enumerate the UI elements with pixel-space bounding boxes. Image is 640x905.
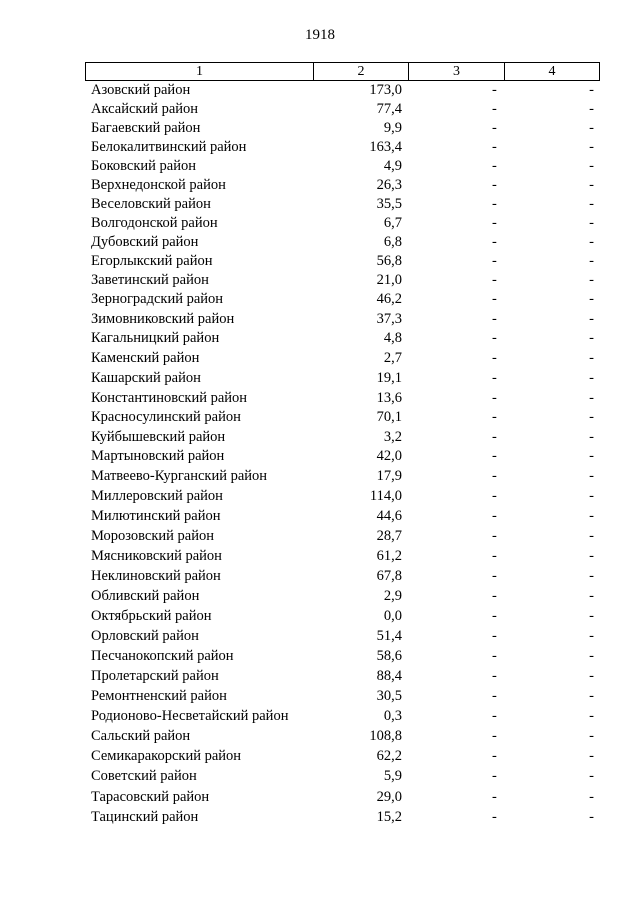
column-header-3: 3 (409, 63, 505, 80)
table-row (85, 329, 600, 348)
value-column-4: - (589, 668, 594, 684)
table-row (85, 119, 600, 138)
value-column-3: - (492, 708, 497, 724)
value-column-3: - (492, 588, 497, 604)
value-column-2: 28,7 (376, 528, 402, 544)
district-name: Матвеево-Курганский район (91, 468, 268, 484)
value-column-2: 6,7 (383, 215, 402, 231)
value-column-3: - (492, 350, 497, 366)
table-row (85, 214, 600, 233)
value-column-2: 62,2 (376, 748, 402, 764)
district-name: Красносулинский район (91, 409, 241, 425)
table-row (85, 627, 600, 646)
district-name: Неклиновский район (91, 568, 221, 584)
district-name: Аксайский район (91, 101, 199, 117)
value-column-4: - (589, 158, 594, 174)
district-name: Мартыновский район (91, 448, 225, 464)
value-column-2: 21,0 (376, 272, 402, 288)
district-name: Каменский район (91, 350, 200, 366)
value-column-3: - (492, 120, 497, 136)
value-column-3: - (492, 139, 497, 155)
value-column-4: - (589, 628, 594, 644)
value-column-4: - (589, 648, 594, 664)
district-name: Багаевский район (91, 120, 201, 136)
value-column-4: - (589, 528, 594, 544)
district-name: Заветинский район (91, 272, 209, 288)
value-column-3: - (492, 528, 497, 544)
value-column-4: - (589, 101, 594, 117)
value-column-3: - (492, 648, 497, 664)
value-column-2: 88,4 (376, 668, 402, 684)
value-column-2: 67,8 (376, 568, 402, 584)
district-name: Сальский район (91, 728, 191, 744)
value-column-3: - (492, 429, 497, 445)
value-column-3: - (492, 809, 497, 825)
value-column-4: - (589, 488, 594, 504)
value-column-3: - (492, 370, 497, 386)
district-name: Кашарский район (91, 370, 201, 386)
table-row (85, 157, 600, 176)
value-column-4: - (589, 768, 594, 784)
value-column-2: 77,4 (376, 101, 402, 117)
table-row (85, 587, 600, 606)
value-column-4: - (589, 139, 594, 155)
value-column-4: - (589, 120, 594, 136)
table-row (85, 747, 600, 766)
value-column-3: - (492, 768, 497, 784)
value-column-3: - (492, 311, 497, 327)
value-column-2: 70,1 (376, 409, 402, 425)
value-column-3: - (492, 608, 497, 624)
value-column-2: 4,9 (383, 158, 402, 174)
value-column-2: 2,7 (383, 350, 402, 366)
value-column-4: - (589, 272, 594, 288)
value-column-4: - (589, 234, 594, 250)
value-column-2: 29,0 (376, 789, 402, 805)
district-name: Боковский район (91, 158, 196, 174)
table-row (85, 607, 600, 626)
value-column-2: 163,4 (369, 139, 402, 155)
table-row (85, 467, 600, 486)
value-column-4: - (589, 390, 594, 406)
table-header (85, 62, 600, 81)
value-column-4: - (589, 608, 594, 624)
table-row (85, 767, 600, 786)
value-column-4: - (589, 708, 594, 724)
table-row (85, 507, 600, 526)
value-column-4: - (589, 728, 594, 744)
value-column-3: - (492, 548, 497, 564)
district-name: Семикаракорский район (91, 748, 242, 764)
value-column-2: 173,0 (369, 82, 402, 98)
value-column-4: - (589, 196, 594, 212)
value-column-3: - (492, 628, 497, 644)
value-column-3: - (492, 291, 497, 307)
table-row (85, 707, 600, 726)
value-column-4: - (589, 789, 594, 805)
value-column-2: 4,8 (383, 330, 402, 346)
value-column-2: 114,0 (369, 488, 402, 504)
value-column-3: - (492, 82, 497, 98)
value-column-2: 35,5 (376, 196, 402, 212)
value-column-2: 30,5 (376, 688, 402, 704)
value-column-3: - (492, 668, 497, 684)
column-header-1: 1 (86, 63, 314, 80)
value-column-3: - (492, 488, 497, 504)
table-row (85, 271, 600, 290)
value-column-2: 42,0 (376, 448, 402, 464)
value-column-4: - (589, 311, 594, 327)
table-row (85, 547, 600, 566)
table-row (85, 369, 600, 388)
value-column-3: - (492, 101, 497, 117)
value-column-4: - (589, 448, 594, 464)
table-row (85, 647, 600, 666)
district-name: Егорлыкский район (91, 253, 213, 269)
district-name: Мясниковский район (91, 548, 222, 564)
value-column-3: - (492, 390, 497, 406)
value-column-2: 13,6 (376, 390, 402, 406)
table-row (85, 687, 600, 706)
value-column-4: - (589, 215, 594, 231)
value-column-4: - (589, 809, 594, 825)
table-row (85, 428, 600, 447)
table-row (85, 727, 600, 746)
table-row (85, 808, 600, 827)
table-row (85, 100, 600, 119)
value-column-4: - (589, 350, 594, 366)
value-column-4: - (589, 291, 594, 307)
value-column-3: - (492, 158, 497, 174)
district-name: Морозовский район (91, 528, 215, 544)
district-name: Зимовниковский район (91, 311, 235, 327)
district-name: Верхнедонской район (91, 177, 226, 193)
district-name: Советский район (91, 768, 197, 784)
value-column-2: 0,3 (383, 708, 402, 724)
value-column-3: - (492, 448, 497, 464)
district-name: Зерноградский район (91, 291, 224, 307)
value-column-2: 17,9 (376, 468, 402, 484)
table-row (85, 290, 600, 309)
value-column-3: - (492, 177, 497, 193)
table-row (85, 195, 600, 214)
value-column-4: - (589, 588, 594, 604)
table-row (85, 349, 600, 368)
table-row (85, 567, 600, 586)
value-column-4: - (589, 330, 594, 346)
table-row (85, 310, 600, 329)
value-column-3: - (492, 253, 497, 269)
page-number: 1918 (305, 27, 335, 43)
district-name: Орловский район (91, 628, 199, 644)
value-column-3: - (492, 748, 497, 764)
value-column-3: - (492, 508, 497, 524)
district-name: Пролетарский район (91, 668, 219, 684)
district-name: Милютинский район (91, 508, 221, 524)
value-column-3: - (492, 330, 497, 346)
district-name: Ремонтненский район (91, 688, 227, 704)
district-name: Кагальницкий район (91, 330, 220, 346)
value-column-4: - (589, 688, 594, 704)
value-column-2: 37,3 (376, 311, 402, 327)
district-name: Обливский район (91, 588, 200, 604)
district-name: Песчанокопский район (91, 648, 234, 664)
value-column-2: 51,4 (376, 628, 402, 644)
table-row (85, 81, 600, 100)
table-row (85, 233, 600, 252)
value-column-2: 9,9 (383, 120, 402, 136)
district-name: Белокалитвинский район (91, 139, 247, 155)
value-column-4: - (589, 548, 594, 564)
value-column-3: - (492, 272, 497, 288)
table-row (85, 527, 600, 546)
district-name: Тарасовский район (91, 789, 210, 805)
district-name: Тацинский район (91, 809, 199, 825)
value-column-4: - (589, 82, 594, 98)
district-name: Куйбышевский район (91, 429, 226, 445)
value-column-2: 61,2 (376, 548, 402, 564)
value-column-4: - (589, 748, 594, 764)
district-name: Родионово-Несветайский район (91, 708, 289, 724)
district-name: Веселовский район (91, 196, 211, 212)
value-column-2: 19,1 (376, 370, 402, 386)
value-column-2: 58,6 (376, 648, 402, 664)
table-row (85, 138, 600, 157)
value-column-2: 15,2 (376, 809, 402, 825)
value-column-3: - (492, 468, 497, 484)
district-name: Октябрьский район (91, 608, 212, 624)
value-column-3: - (492, 234, 497, 250)
value-column-2: 5,9 (383, 768, 402, 784)
value-column-3: - (492, 688, 497, 704)
district-name: Константиновский район (91, 390, 248, 406)
value-column-2: 2,9 (383, 588, 402, 604)
value-column-3: - (492, 215, 497, 231)
district-name: Миллеровский район (91, 488, 223, 504)
table-row (85, 788, 600, 807)
value-column-4: - (589, 568, 594, 584)
value-column-3: - (492, 409, 497, 425)
district-name: Азовский район (91, 82, 191, 98)
table-row (85, 176, 600, 195)
value-column-4: - (589, 177, 594, 193)
value-column-2: 26,3 (376, 177, 402, 193)
value-column-3: - (492, 568, 497, 584)
value-column-4: - (589, 370, 594, 386)
column-header-4: 4 (548, 64, 556, 79)
district-name: Волгодонской район (91, 215, 218, 231)
value-column-4: - (589, 429, 594, 445)
value-column-2: 6,8 (383, 234, 402, 250)
value-column-4: - (589, 409, 594, 425)
value-column-2: 0,0 (383, 608, 402, 624)
value-column-2: 108,8 (369, 728, 402, 744)
table-row (85, 667, 600, 686)
column-header-2: 2 (314, 63, 409, 80)
table-row (85, 389, 600, 408)
value-column-4: - (589, 468, 594, 484)
value-column-3: - (492, 196, 497, 212)
table-row (85, 408, 600, 427)
value-column-2: 56,8 (376, 253, 402, 269)
value-column-3: - (492, 728, 497, 744)
value-column-2: 44,6 (376, 508, 402, 524)
table-row (85, 252, 600, 271)
value-column-3: - (492, 789, 497, 805)
value-column-4: - (589, 508, 594, 524)
value-column-2: 3,2 (383, 429, 402, 445)
district-name: Дубовский район (91, 234, 199, 250)
value-column-2: 46,2 (376, 291, 402, 307)
value-column-4: - (589, 253, 594, 269)
table-row (85, 487, 600, 506)
table-row (85, 447, 600, 466)
